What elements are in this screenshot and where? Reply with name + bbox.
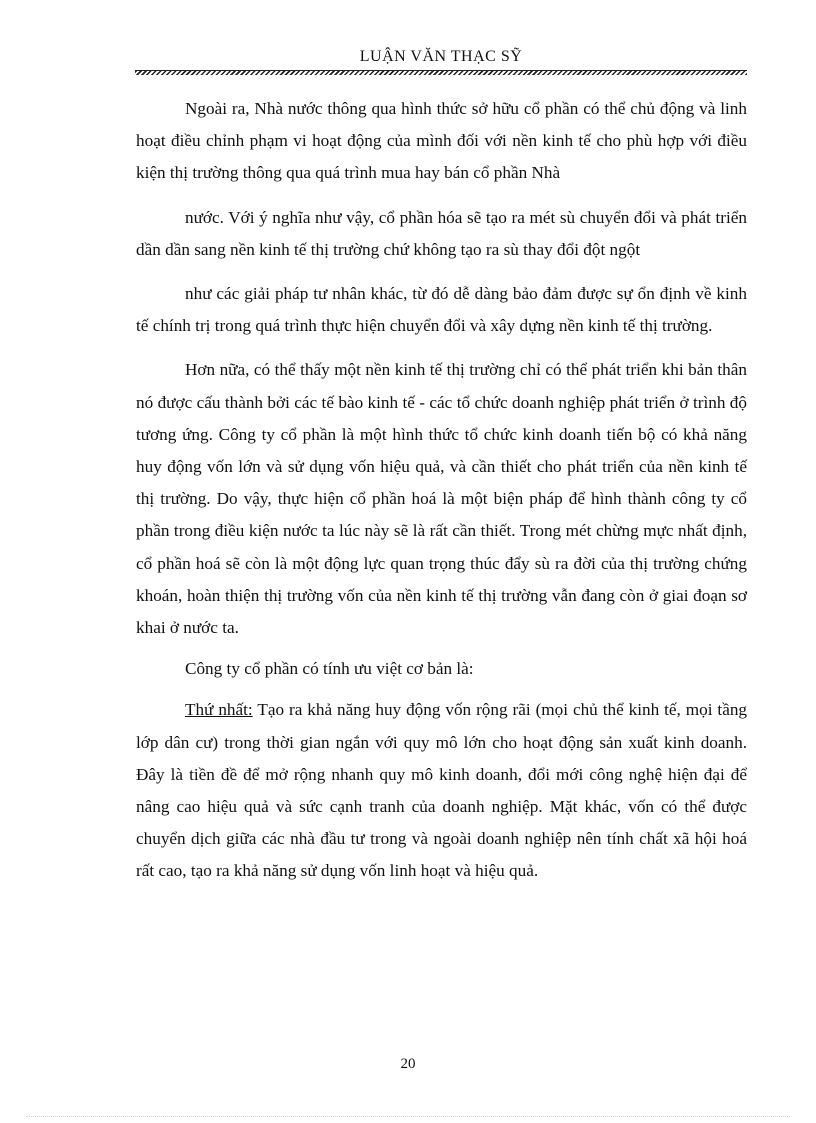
paragraph-6 [136, 694, 747, 887]
footer-divider [26, 1116, 790, 1117]
paragraph-5: Công ty cổ phần có tính ưu việt cơ bản là: [185, 659, 474, 679]
paragraph-3: như các giải pháp tư nhân khác, từ đó dễ dàng bảo đảm được sự ổn định về kinh tế chính trị trong quá trình thực hiện chuyển đổi và xây dựng nền kinh tế thị trường. [136, 284, 747, 336]
page-header-title: LUẬN VĂN THẠC SỸ [359, 48, 523, 65]
paragraph-6-text: Tạo ra khả năng huy động vốn rộng rãi (mọi chủ thể kinh tế, mọi tầng lớp dân cư) trong thời gian ngắn với quy mô lớn cho hoạt động sản xuất kinh doanh. Đây là tiền đề để mở rộng nhanh quy mô kinh doanh, đổi mới công nghệ hiện đại để nâng cao hiệu quả và sức cạnh tranh của doanh nghiệp. Mặt khác, vốn có thể được chuyển dịch giữa các nhà đầu tư trong và ngoài doanh nghiệp nên tính chất xã hội hoá rất cao, tạo ra khả năng sử dụng vốn linh hoạt và hiệu quả. [136, 700, 748, 881]
paragraph-6-lead: Thứ nhất: [185, 700, 253, 720]
paragraph-1: Ngoài ra, Nhà nước thông qua hình thức sở hữu cổ phần có thể chủ động và linh hoạt điều chỉnh phạm vi hoạt động của mình đối với nền kinh tế cho phù hợp với điều kiện thị trường thông qua quá trình mua hay bán cổ phần Nhà [136, 99, 747, 183]
paragraph-2: nước. Với ý nghĩa như vậy, cổ phần hóa sẽ tạo ra mét sù chuyển đổi và phát triển dần dần sang nền kinh tế thị trường chứ không tạo ra sù thay đổi đột ngột [136, 207, 747, 259]
header-divider [135, 70, 747, 75]
document-body [136, 93, 747, 888]
page-number: 20 [400, 1056, 416, 1072]
paragraph-4: Hơn nữa, có thể thấy một nền kinh tế thị trường chỉ có thể phát triển khi bản thân nó được cấu thành bởi các tế bào kinh tế - các tổ chức doanh nghiệp phát triển ở trình độ tương ứng. Công ty cổ phần là một hình thức tổ chức kinh doanh tiến bộ có khả năng huy động vốn lớn và sử dụng vốn hiệu quả, và cần thiết cho phát triển của nền kinh tế thị trường. Do vậy, thực hiện cổ phần hoá là một biện pháp để hình thành công ty cổ phần trong điều kiện nước ta lúc này sẽ là rất cần thiết. Trong mét chừng mực nhất định, cổ phần hoá sẽ còn là một động lực quan trọng thúc đẩy sù ra đời của thị trường chứng khoán, hoàn thiện thị trường vốn của nền kinh tế thị trường vẫn đang còn ở giai đoạn sơ khai ở nước ta. [136, 360, 747, 638]
